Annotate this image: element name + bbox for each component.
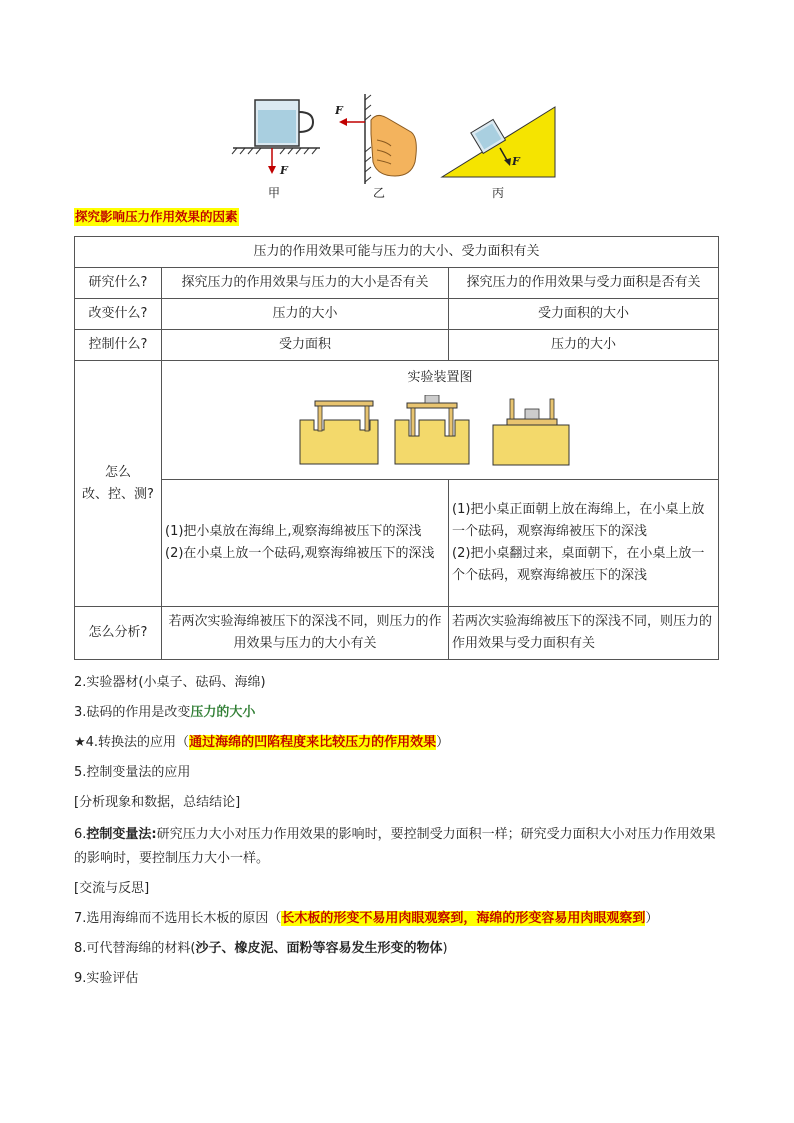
sponge-3 [493,399,569,465]
note-3 [74,703,724,723]
note-3-prefix: 3.砝码的作用是改变 [74,705,191,720]
note-7-highlight: 长木板的形变不易用肉眼观察到，海绵的形变容易用肉眼观察到 [281,911,646,926]
row-cell: 探究压力的作用效果与压力的大小是否有关 [162,268,449,299]
section-title: 探究影响压力作用效果的因素 [75,209,238,224]
force-label-bing: F [512,155,520,168]
apparatus-row [75,361,719,480]
row-cell: 受力面积的大小 [449,299,719,330]
table-row [75,330,719,361]
sponge-2 [395,395,469,464]
analysis-label: 怎么分析? [75,607,162,660]
how-col2 [449,480,719,607]
table-header: 压力的作用效果可能与压力的大小、受力面积有关 [75,237,719,268]
note-3-highlight: 压力的大小 [190,705,256,720]
notes-list [74,673,724,989]
row-cell: 探究压力的作用效果与受力面积是否有关 [449,268,719,299]
figure-yi-finger [335,92,425,187]
note-4-prefix: 4.转换法的应用（ [85,735,190,750]
note-9: 9.实验评估 [74,971,139,986]
note-6-bold: 控制变量法: [86,827,157,842]
apparatus-figure [295,395,585,467]
note-8-suffix: ) [442,941,448,956]
force-figures [225,92,565,202]
note-7-suffix: ） [645,911,659,926]
row-cell: 压力的大小 [449,330,719,361]
star-icon: ★ [74,735,86,750]
how-col2-step2: (2)把小桌翻过来，桌面朝下，在小桌上放一个个砝码，观察海绵被压下的深浅 [452,546,705,583]
sponge-1 [300,401,378,464]
note-8-prefix: 8.可代替海绵的材料( [74,941,196,956]
apparatus-cell [162,361,719,480]
how-col2-step1: (1)把小桌正面朝上放在海绵上，在小桌上放一个砝码，观察海绵被压下的深浅 [452,502,705,539]
note-4-suffix: ） [436,735,450,750]
how-col1-step2: (2)在小桌上放一个砝码,观察海绵被压下的深浅 [165,546,435,561]
figure-jia-cup [225,92,325,187]
force-label-yi: F [335,104,343,117]
row-cell: 压力的大小 [162,299,449,330]
note-6 [74,823,724,871]
figure-bing-incline [440,102,560,182]
table-row [75,299,719,330]
note-6-text: 研究压力大小对压力作用效果的影响时，要控制受力面积一样；研究受力面积大小对压力作用效果的影响时，要控制压力大小一样。 [74,827,716,866]
bracket-reflection: [交流与反思] [74,881,150,896]
note-7 [74,909,724,929]
how-label: 怎么 改、控、测? [75,361,162,607]
row-label: 控制什么? [75,330,162,361]
experiment-table [74,236,719,660]
how-col1 [162,480,449,607]
note-4-highlight: 通过海绵的凹陷程度来比较压力的作用效果 [189,735,437,750]
note-2: 2.实验器材(小桌子、砝码、海绵) [74,675,266,690]
row-label: 改变什么? [75,299,162,330]
caption-jia: 甲 [268,186,281,200]
note-8-bold: 沙子、橡皮泥、面粉等容易发生形变的物体 [195,941,443,956]
table-row [75,268,719,299]
note-6-prefix: 6. [74,827,87,842]
how-row [75,480,719,607]
bracket-analysis: [分析现象和数据，总结结论] [74,795,241,810]
analysis-row [75,607,719,660]
note-8 [74,939,724,959]
analysis-col2: 若两次实验海绵被压下的深浅不同，则压力的作用效果与受力面积有关 [449,607,719,660]
caption-yi: 乙 [373,186,386,200]
table-header-row [75,237,719,268]
note-4 [74,733,724,753]
row-cell: 受力面积 [162,330,449,361]
apparatus-title: 实验装置图 [407,370,473,385]
note-7-prefix: 7.选用海绵而不选用长木板的原因（ [74,911,282,926]
row-label: 研究什么? [75,268,162,299]
force-label-jia: F [280,164,288,177]
caption-bing: 丙 [492,186,505,200]
analysis-col1: 若两次实验海绵被压下的深浅不同，则压力的作用效果与压力的大小有关 [162,607,449,660]
how-col1-step1: (1)把小桌放在海绵上,观察海绵被压下的深浅 [165,524,422,539]
note-5: 5.控制变量法的应用 [74,765,191,780]
